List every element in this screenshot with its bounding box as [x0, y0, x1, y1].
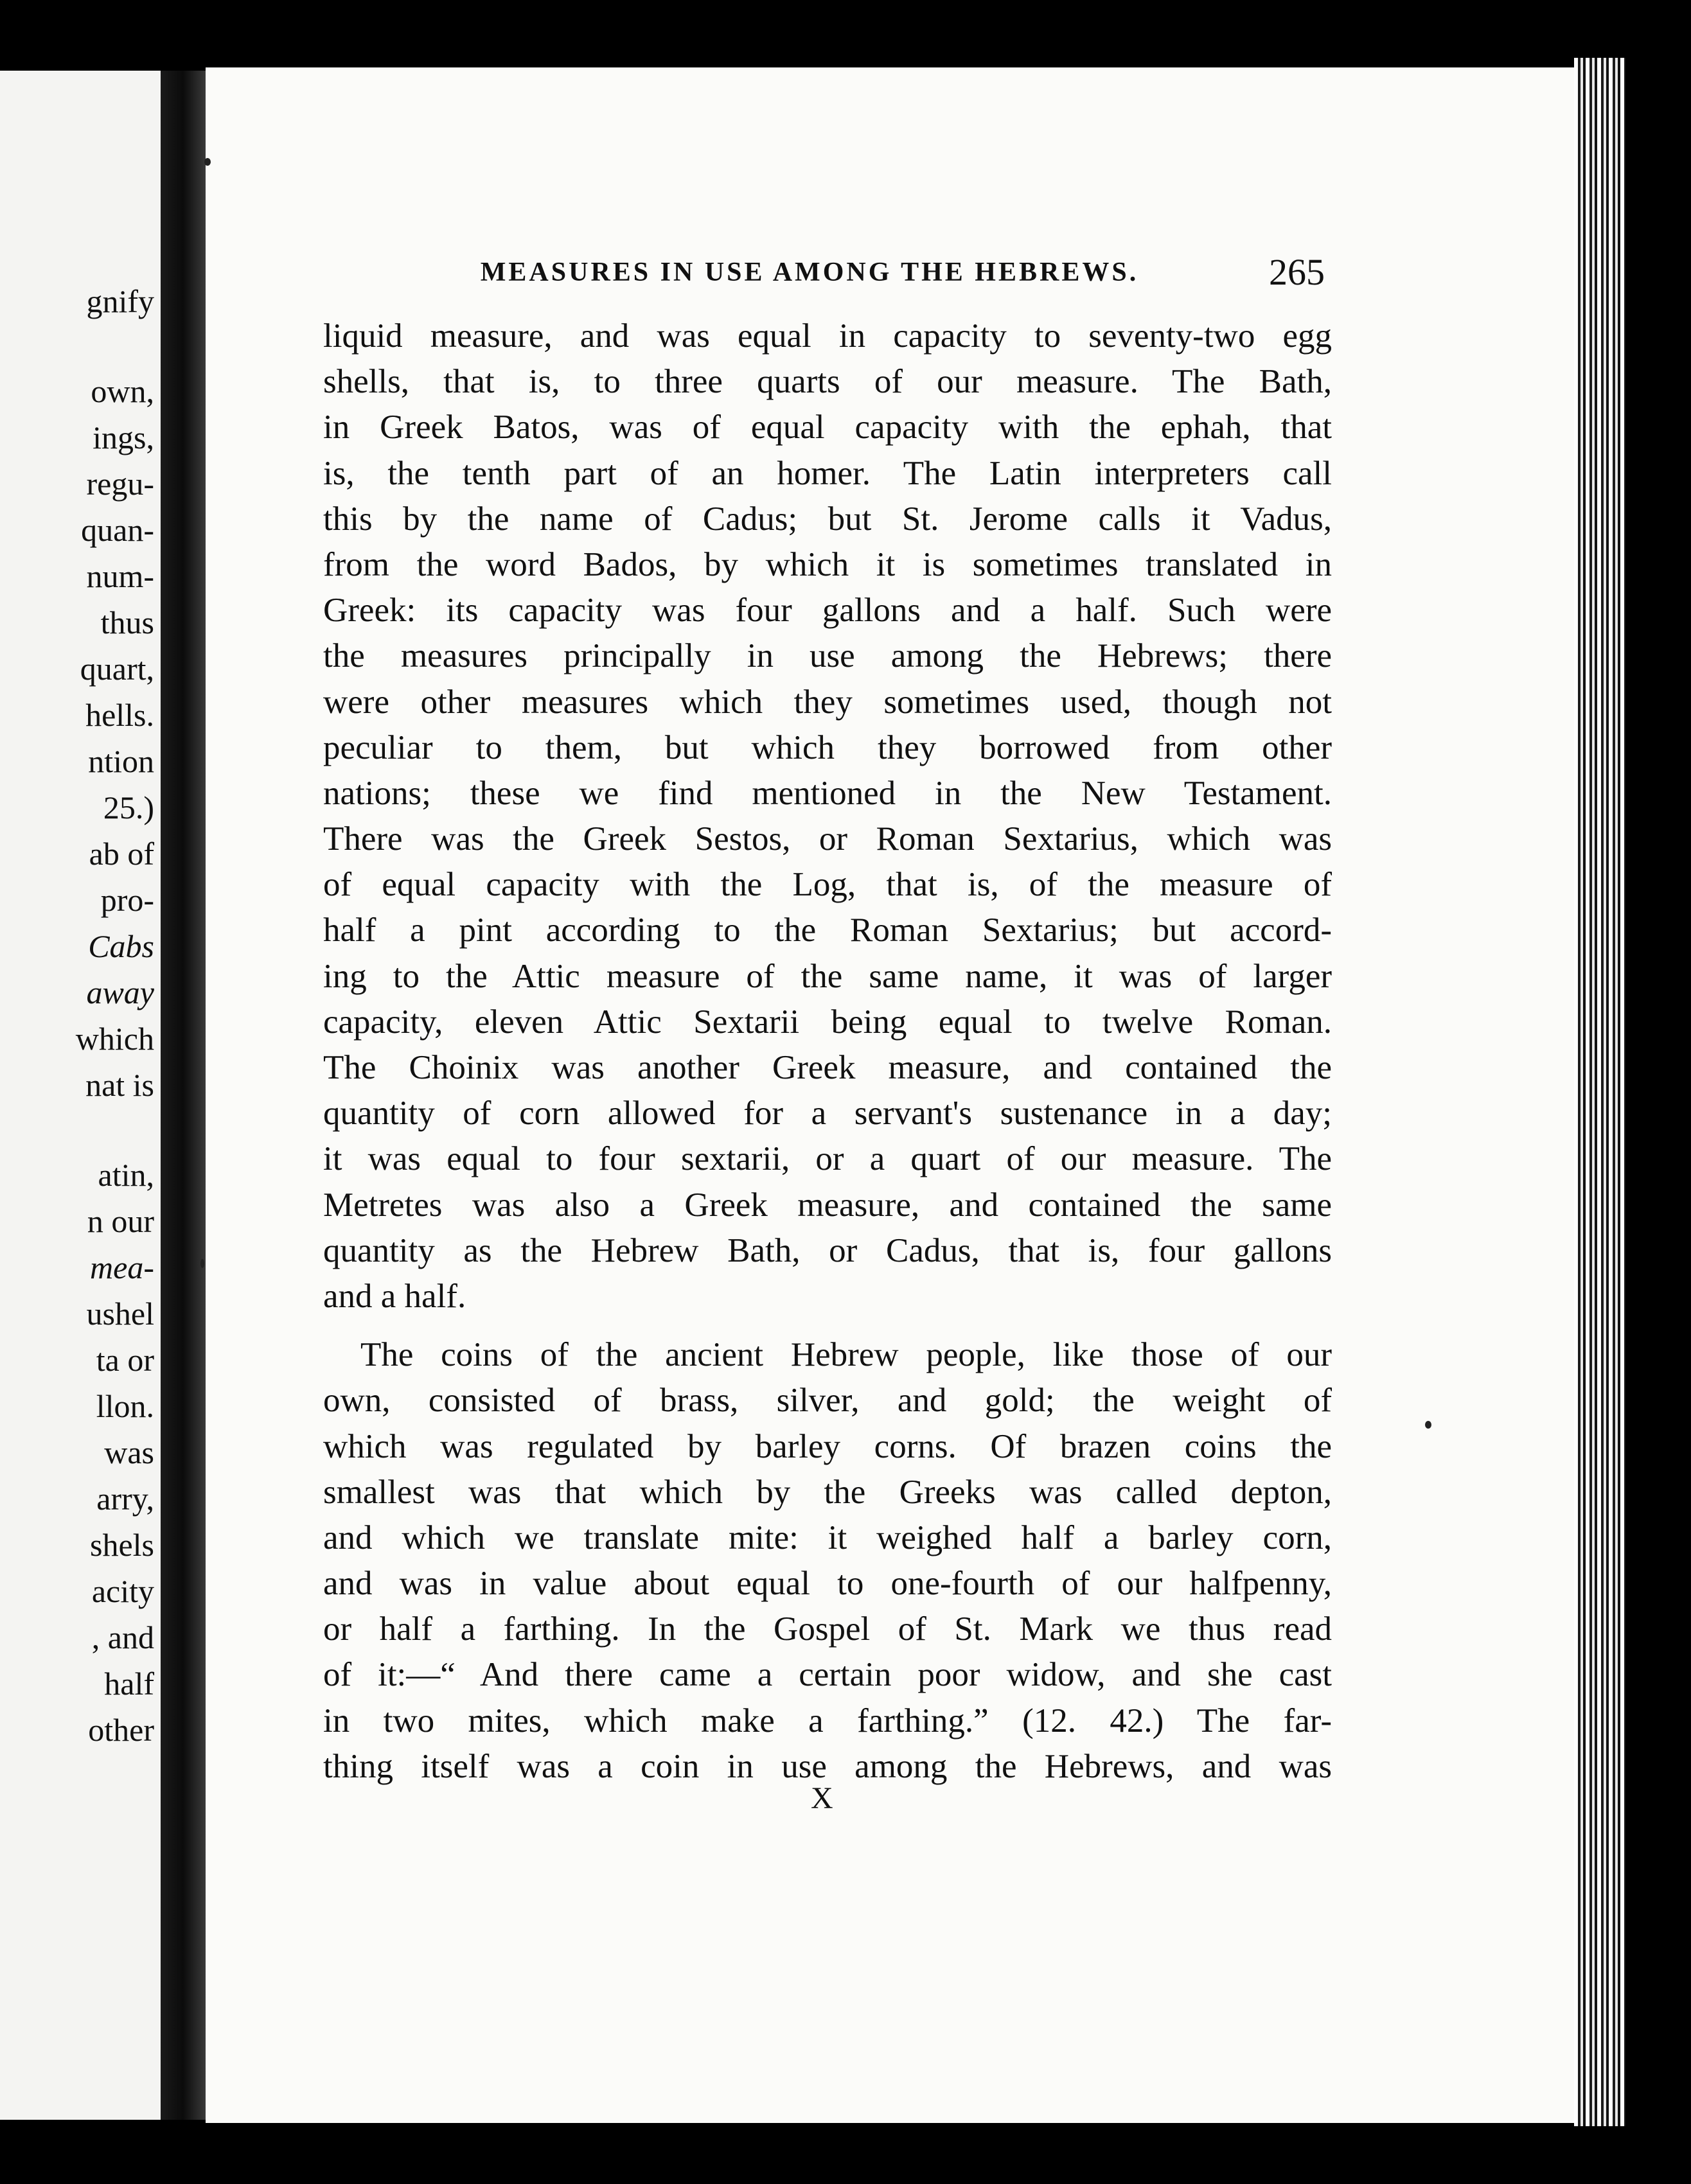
text-line: is, the tenth part of an homer. The Latin interpreters call	[323, 454, 1332, 492]
text-line: and was in value about equal to one-fourth of our halfpenny,	[323, 1565, 1332, 1603]
page-number: 265	[1269, 251, 1325, 293]
facing-fragment: which	[75, 1021, 154, 1057]
text-line: liquid measure, and was equal in capacity to seventy-two egg	[323, 317, 1332, 355]
facing-page	[0, 71, 161, 2120]
facing-fragment: Cabs	[88, 928, 154, 964]
facing-fragment: ushel	[86, 1296, 154, 1332]
facing-fragment: n our	[87, 1203, 154, 1239]
text-line: Metretes was also a Greek measure, and contained the same	[323, 1186, 1332, 1224]
text-line: quantity as the Hebrew Bath, or Cadus, that is, four gallons	[323, 1231, 1332, 1269]
text-line: nations; these we find mentioned in the New Testament.	[323, 774, 1332, 812]
facing-fragment: quart,	[80, 651, 154, 687]
text-line: and a half.	[323, 1277, 466, 1315]
facing-fragment: acity	[91, 1573, 154, 1609]
ink-speck	[200, 1259, 204, 1268]
facing-fragment: was	[104, 1434, 154, 1470]
running-head: MEASURES IN USE AMONG THE HEBREWS.	[480, 258, 1139, 287]
facing-fragment: shels	[90, 1527, 154, 1563]
text-line: in two mites, which make a farthing.” (12. 42.) The far-	[323, 1702, 1332, 1739]
ink-speck	[204, 158, 211, 166]
facing-fragment: own,	[91, 373, 154, 409]
text-line: and which we translate mite: it weighed half a barley corn,	[323, 1519, 1332, 1556]
text-line: peculiar to them, but which they borrowed from other	[323, 728, 1332, 766]
facing-fragment: quan-	[81, 512, 154, 548]
text-line: shells, that is, to three quarts of our measure. The Bath,	[323, 363, 1332, 401]
facing-fragment: ings,	[93, 419, 154, 455]
facing-fragment: ta or	[96, 1342, 154, 1378]
facing-fragment: mea-	[90, 1249, 154, 1285]
text-line: this by the name of Cadus; but St. Jerome calls it Vadus,	[323, 500, 1332, 538]
facing-fragment: hells.	[85, 697, 154, 733]
text-line: The coins of the ancient Hebrew people, like those of our	[360, 1336, 1332, 1374]
text-line: of it:—“ And there came a certain poor widow, and she cast	[323, 1656, 1332, 1694]
paragraph-2	[323, 1332, 1332, 1790]
text-line: of equal capacity with the Log, that is, of the measure of	[323, 866, 1332, 904]
ink-speck	[1425, 1421, 1431, 1429]
text-line: it was equal to four sextarii, or a quart of our measure. The	[323, 1140, 1332, 1178]
facing-fragment: regu-	[86, 466, 154, 502]
text-line: thing itself was a coin in use among the Hebrews, and was	[323, 1747, 1332, 1785]
facing-fragment: ntion	[88, 743, 154, 779]
text-line: There was the Greek Sestos, or Roman Sextarius, which was	[323, 820, 1332, 858]
text-line: ing to the Attic measure of the same name, it was of larger	[323, 957, 1332, 995]
facing-fragment: nat is	[85, 1067, 154, 1103]
text-line: smallest was that which by the Greeks was called depton,	[323, 1473, 1332, 1511]
text-line: quantity of corn allowed for a servant's sustenance in a day;	[323, 1095, 1332, 1132]
facing-fragment: num-	[86, 558, 154, 594]
text-line: capacity, eleven Attic Sextarii being equal to twelve Roman.	[323, 1003, 1332, 1041]
text-line: The Choinix was another Greek measure, and contained the	[323, 1049, 1332, 1086]
text-line: were other measures which they sometimes used, though not	[323, 683, 1332, 721]
facing-fragment: llon.	[96, 1388, 154, 1424]
body-text	[323, 313, 1332, 1790]
facing-fragment: 25.)	[103, 789, 154, 825]
text-line: half a pint according to the Roman Sextarius; but accord-	[323, 911, 1332, 949]
text-line: own, consisted of brass, silver, and gold; the weight of	[323, 1382, 1332, 1420]
facing-fragment: gnify	[86, 283, 154, 319]
facing-fragment: ab of	[89, 836, 154, 872]
paragraph-1	[323, 313, 1332, 1319]
text-line: which was regulated by barley corns. Of brazen coins the	[323, 1427, 1332, 1465]
facing-fragment: atin,	[98, 1157, 154, 1193]
facing-fragment: half	[104, 1666, 154, 1702]
facing-fragment: , and	[91, 1619, 154, 1655]
text-line: Greek: its capacity was four gallons and a half. Such were	[323, 592, 1332, 630]
page-edges	[1574, 58, 1625, 2126]
signature-mark: X	[811, 1781, 833, 1815]
text-line: or half a farthing. In the Gospel of St. Mark we thus read	[323, 1610, 1332, 1648]
facing-fragment: arry,	[96, 1481, 154, 1517]
text-line: in Greek Batos, was of equal capacity with the ephah, that	[323, 409, 1332, 446]
facing-fragment: away	[86, 974, 154, 1010]
text-line: the measures principally in use among the Hebrews; there	[323, 637, 1332, 675]
facing-fragment: pro-	[100, 882, 154, 918]
text-line: from the word Bados, by which it is sometimes translated in	[323, 545, 1332, 583]
facing-fragment: thus	[100, 604, 154, 640]
facing-fragment: other	[88, 1712, 154, 1748]
book-gutter	[161, 71, 206, 2120]
